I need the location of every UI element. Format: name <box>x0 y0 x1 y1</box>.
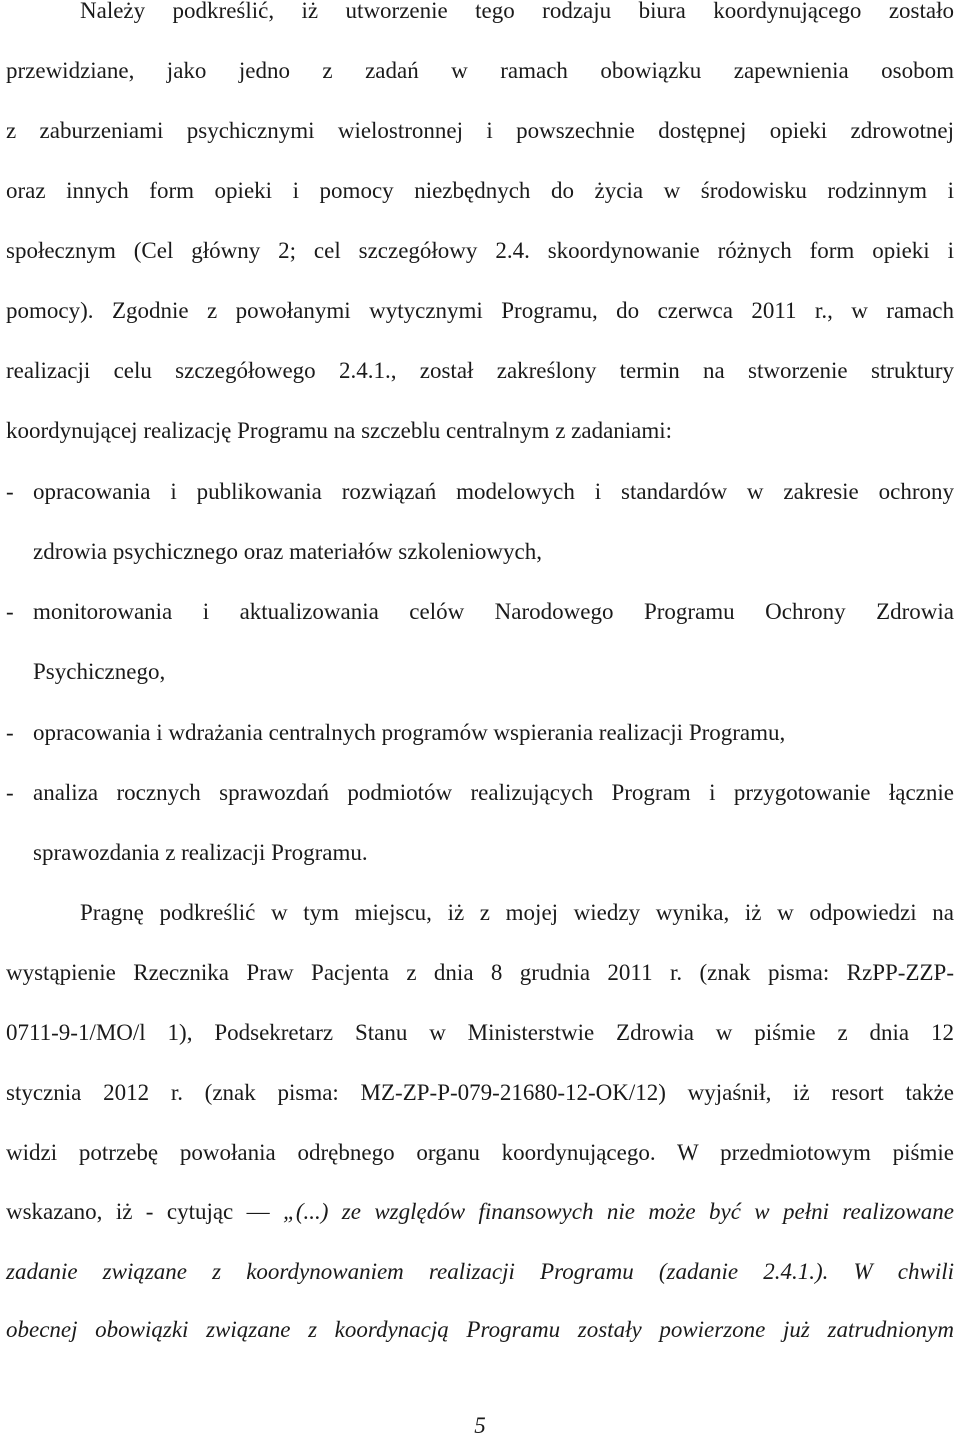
text-line: 0711-9-1/MO/l 1), Podsekretarz Stanu w Ministerstwie Zdrowia w piśmie z dnia 12 <box>6 1020 954 1045</box>
quote-italic: „(...) ze względów finansowych nie może być w pełni realizowane <box>283 1199 954 1224</box>
text-line: przewidziane, jako jedno z zadań w ramach obowiązku zapewnienia osobom <box>6 58 954 83</box>
text-line: koordynującej realizację Programu na szczeblu centralnym z zadaniami: <box>6 418 673 443</box>
text-line: opracowania i publikowania rozwiązań modelowych i standardów w zakresie ochrony <box>33 479 954 504</box>
page-number: 5 <box>474 1413 486 1438</box>
text-line: z zaburzeniami psychicznymi wielostronnej i powszechnie dostępnej opieki zdrowotnej <box>6 118 954 143</box>
text-line: pomocy). Zgodnie z powołanymi wytycznymi Programu, do czerwca 2011 r., w ramach <box>6 298 954 323</box>
text-line: stycznia 2012 r. (znak pisma: MZ-ZP-P-079-21680-12-OK/12) wyjaśnił, iż resort także <box>6 1080 954 1105</box>
text-line: oraz innych form opieki i pomocy niezbędnych do życia w środowisku rodzinnym i <box>6 178 954 203</box>
text-line: sprawozdania z realizacji Programu. <box>33 840 368 865</box>
list-dash: - <box>6 780 14 805</box>
text-line: wystąpienie Rzecznika Praw Pacjenta z dnia 8 grudnia 2011 r. (znak pisma: RzPP-ZZP- <box>6 960 954 985</box>
list-dash: - <box>6 599 14 624</box>
text-line: realizacji celu szczegółowego 2.4.1., został zakreślony termin na stworzenie struktury <box>6 358 954 383</box>
text-line: Psychicznego, <box>33 659 166 684</box>
text-line: społecznym (Cel główny 2; cel szczegółowy 2.4. skoordynowanie różnych form opieki i <box>6 238 954 263</box>
text-line: opracowania i wdrażania centralnych programów wspierania realizacji Programu, <box>33 720 786 745</box>
text-line: monitorowania i aktualizowania celów Narodowego Programu Ochrony Zdrowia <box>33 599 954 624</box>
text-line: widzi potrzebę powołania odrębnego organu koordynującego. W przedmiotowym piśmie <box>6 1140 954 1165</box>
text-line: analiza rocznych sprawozdań podmiotów realizujących Program i przygotowanie łącznie <box>33 780 954 805</box>
text-line: zdrowia psychicznego oraz materiałów szkoleniowych, <box>33 539 542 564</box>
text-line-mixed <box>6 1195 954 1229</box>
quote-line: obecnej obowiązki związane z koordynacją Programu zostały powierzone już zatrudnionym <box>6 1317 954 1342</box>
text-line: Pragnę podkreślić w tym miejscu, iż z mojej wiedzy wynika, iż w odpowiedzi na <box>80 900 954 925</box>
list-dash: - <box>6 720 14 745</box>
text-normal: wskazano, iż - cytując — <box>6 1199 270 1224</box>
text-line: Należy podkreślić, iż utworzenie tego rodzaju biura koordynującego zostało <box>80 0 954 23</box>
list-dash: - <box>6 479 14 504</box>
quote-line: zadanie związane z koordynowaniem realizacji Programu (zadanie 2.4.1.). W chwili <box>6 1259 954 1284</box>
